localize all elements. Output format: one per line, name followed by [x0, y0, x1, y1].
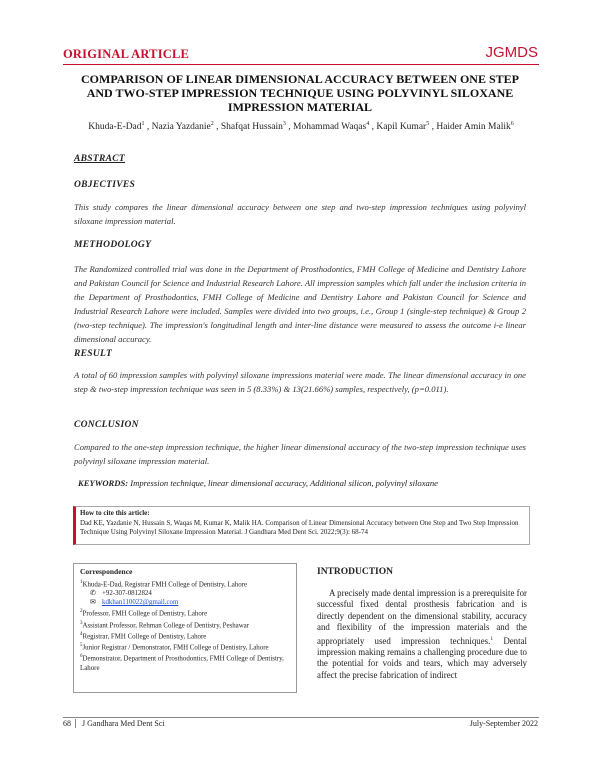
correspondence-text: Registrar, FMH College of Dentistry, Lahore: [82, 633, 207, 641]
introduction-heading: INTRODUCTION: [317, 567, 394, 577]
author-name: Mohammad Waqas: [293, 122, 367, 133]
email-link[interactable]: kdkhan110022@gmail.com: [102, 599, 179, 607]
author-name: Khuda-E-Dad: [88, 122, 142, 133]
affiliation-number: 1: [80, 580, 83, 585]
email-icon: ✉: [90, 598, 96, 607]
affiliation-number: 5: [80, 643, 83, 649]
correspondence-line: [80, 598, 290, 607]
correspondence-line: [80, 607, 290, 618]
correspondence-box: [73, 563, 297, 693]
author-name: Kapil Kumar: [376, 122, 427, 133]
introduction-text: [317, 588, 527, 681]
footer-journal: J Gandhara Med Dent Sci: [82, 719, 165, 728]
citation-text: Dad KE, Yazdanie N, Hussain S, Waqas M, Kumar K, Malik HA. Comparison of Linear Dimensional Accuracy between One Step and Two Step Impression Technique Using Polyvinyl Siloxane Impression Material. J Gandhara Med Dent Sci. 2022;9(3): 68-74: [80, 518, 519, 536]
correspondence-line: [80, 578, 290, 589]
author-affiliation: 3: [282, 121, 286, 127]
result-heading: RESULT: [74, 349, 113, 359]
correspondence-text: +92-307-0812824: [102, 590, 152, 598]
author-affiliation: 2: [210, 121, 214, 127]
author-name: Shafqat Hussain: [220, 122, 283, 133]
citation-box: [73, 506, 530, 545]
affiliation-number: 4: [80, 631, 83, 637]
footer-date: July-September 2022: [469, 719, 538, 728]
correspondence-line: [80, 589, 290, 598]
intro-reference: 1: [490, 635, 494, 642]
keywords-label: KEYWORDS:: [78, 478, 129, 488]
intro-text-part-1: A precisely made dental impression is a prerequisite for successful fixed dental prosthesis fabrication and is directly dependent on the dimensional stability, accuracy and flexibility of the impression materials and the appropriately used impression techniques.: [317, 588, 527, 646]
keywords: [78, 478, 438, 488]
intro-text-part-2: Dental impression making remains a challenging procedure due to the potential for voids and tears, which may adversely affect the precise fabrication of indirect: [317, 635, 527, 680]
citation-heading: How to cite this article:: [80, 509, 150, 517]
article-title: COMPARISON OF LINEAR DIMENSIONAL ACCURACY BETWEEN ONE STEP AND TWO-STEP IMPRESSION TECHNIQUE USING POLYVINYL SILOXANE IMPRESSION MATERIAL: [81, 72, 519, 114]
author-list: Khuda-E-Dad$^1$ , Nazia Yazdanie$^2$ , Shafqat Hussain$^3$ , Mohammad Waqas$^4$ , Kapil Kumar$^5$ , Haider Amin Malik$^6$: [88, 121, 514, 133]
result-text: A total of 60 impression samples with polyvinyl siloxane impressions material were made. The linear dimensional accuracy in one step & two-step impression technique was seen in 5 (8.33%) & 13(21.66%) samples, respectively, (p=0.011).: [74, 370, 526, 394]
correspondence-text: Assistant Professor, Rehman College of Dentistry, Peshawar: [82, 621, 250, 629]
author-affiliation: 5: [426, 121, 430, 127]
correspondence-line: [80, 641, 290, 652]
page-number: 68: [63, 719, 76, 728]
affiliation-number: 6: [80, 654, 83, 660]
conclusion-heading: CONCLUSION: [74, 420, 139, 430]
correspondence-line: [80, 619, 290, 630]
correspondence-line: [80, 630, 290, 641]
methodology-heading: METHODOLOGY: [74, 240, 152, 250]
objectives-heading: OBJECTIVES: [74, 180, 136, 190]
correspondence-text: Professor, FMH College of Dentistry, Lahore: [82, 610, 208, 618]
methodology-text: The Randomized controlled trial was done in the Department of Prosthodontics, FMH College of Medicine and Dentistry Lahore and Pakistan Council for Science and Industrial Research Lahore. All impression samples which fall under the inclusion criteria in the Department of Prosthodontics, FMH College of Medicine and Dentistry Lahore and Pakistan Council for Science and Industrial Research Lahore were included. Samples were divided into two groups, i.e., Group 1 (single-step technique) & Group 2 (two-step technique). The impression's longitudinal length and inter-line distance were measured to assess the outcome i-e linear dimensional accuracy.: [74, 264, 526, 344]
correspondence-lines: [80, 578, 290, 673]
correspondence-text: Junior Registrar / Demonstrator, FMH College of Dentistry, Lahore: [82, 644, 269, 652]
author-name: Haider Amin Malik: [436, 122, 511, 133]
affiliation-number: 2: [80, 609, 83, 615]
phone-icon: ✆: [90, 589, 96, 598]
header-divider: [63, 64, 539, 65]
journal-abbreviation: JGMDS: [485, 44, 538, 61]
abstract-heading: ABSTRACT: [74, 154, 125, 164]
keywords-value: Impression technique, linear dimensional accuracy, Additional silicon, polyvinyl siloxane: [130, 478, 438, 488]
author-affiliation: 4: [366, 121, 370, 127]
article-type-label: ORIGINAL ARTICLE: [63, 47, 190, 61]
conclusion-text: Compared to the one-step impression technique, the higher linear dimensional accuracy of the two-step impression technique uses polyvinyl siloxane impression material.: [74, 442, 526, 466]
correspondence-text: Demonstrator, Department of Prosthodontics, FMH College of Dentistry, Lahore: [80, 655, 284, 672]
author-affiliation: 1: [141, 121, 145, 127]
correspondence-text: Khuda-E-Dad, Registrar FMH College of Dentistry, Lahore: [82, 581, 248, 589]
author-affiliation: 6: [510, 121, 514, 127]
correspondence-heading: Correspondence: [80, 567, 133, 576]
author-name: Nazia Yazdanie: [151, 122, 211, 133]
affiliation-number: 3: [80, 620, 83, 626]
correspondence-line: [80, 652, 290, 672]
footer-divider: [63, 717, 539, 718]
objectives-text: This study compares the linear dimensional accuracy between one step and two-step impression techniques using polyvinyl siloxane impression material.: [74, 202, 526, 226]
